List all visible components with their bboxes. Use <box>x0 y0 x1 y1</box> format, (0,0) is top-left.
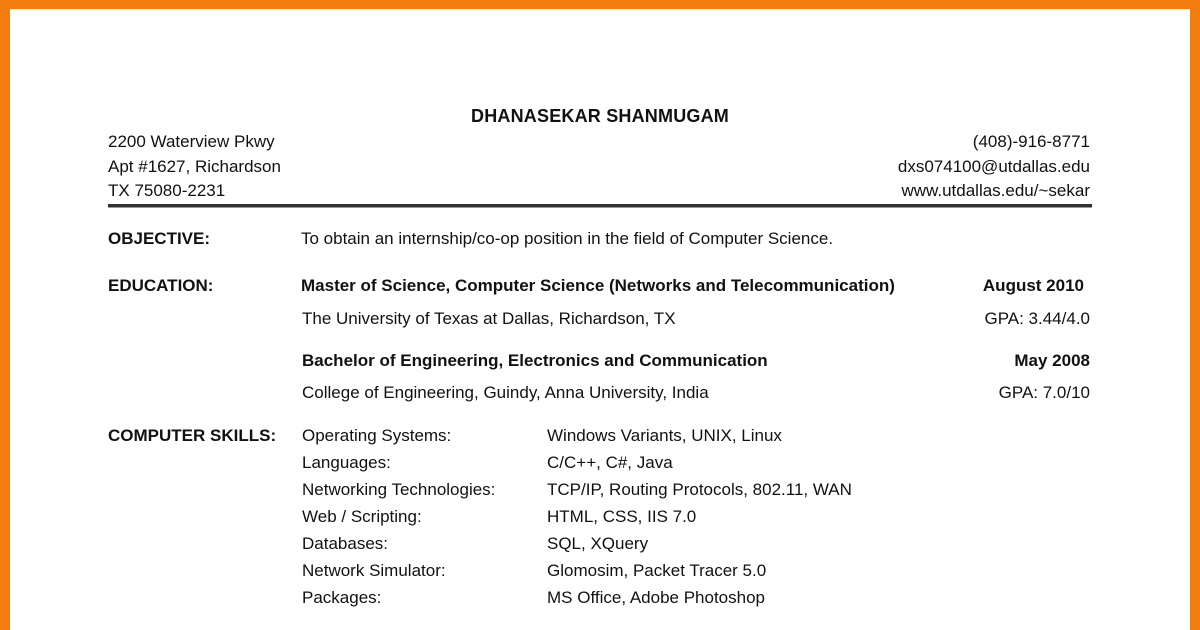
skill-category: Operating Systems: <box>302 426 452 445</box>
resume-name: DHANASEKAR SHANMUGAM <box>471 106 729 126</box>
email-address: dxs074100@utdallas.edu <box>897 156 1090 176</box>
skill-row <box>302 584 852 611</box>
school-name: College of Engineering, Guindy, Anna University, India <box>302 383 709 402</box>
degree-date: May 2008 <box>1014 351 1090 370</box>
address-line: Apt #1627, Richardson <box>108 156 281 176</box>
phone-number: (408)-916-8771 <box>972 132 1090 151</box>
degree-date: August 2010 <box>982 276 1084 295</box>
skill-value: Glomosim, Packet Tracer 5.0 <box>547 561 767 580</box>
skill-value: MS Office, Adobe Photoshop <box>547 588 765 607</box>
skills-label: COMPUTER SKILLS: <box>108 426 277 445</box>
skill-row <box>302 449 852 476</box>
skills-table <box>302 422 852 611</box>
gpa-value: GPA: 7.0/10 <box>998 383 1090 402</box>
skill-value: Windows Variants, UNIX, Linux <box>547 426 782 445</box>
gpa-value: GPA: 3.44/4.0 <box>984 309 1090 328</box>
skill-category: Packages: <box>302 588 382 607</box>
objective-label: OBJECTIVE: <box>108 229 211 248</box>
skill-row <box>302 476 852 503</box>
skill-row <box>302 422 852 449</box>
skill-value: C/C++, C#, Java <box>547 453 673 472</box>
skill-value: HTML, CSS, IIS 7.0 <box>547 507 697 526</box>
degree-title: Bachelor of Engineering, Electronics and Communication <box>302 351 768 370</box>
skill-value: SQL, XQuery <box>547 534 649 553</box>
skill-row <box>302 503 852 530</box>
address-block <box>108 130 281 204</box>
skill-category: Languages: <box>302 453 391 472</box>
address-line: 2200 Waterview Pkwy <box>108 132 275 151</box>
objective-text: To obtain an internship/co-op position in the field of Computer Science. <box>301 229 834 248</box>
skill-category: Web / Scripting: <box>302 507 422 526</box>
header-divider <box>108 204 1092 208</box>
education-label: EDUCATION: <box>108 276 214 295</box>
skill-row <box>302 530 852 557</box>
skill-category: Network Simulator: <box>302 561 446 580</box>
skill-category: Networking Technologies: <box>302 480 496 499</box>
address-line: TX 75080-2231 <box>108 181 226 200</box>
resume-page <box>10 9 1190 630</box>
degree-title: Master of Science, Computer Science (Networks and Telecommunication) <box>301 276 895 295</box>
skill-category: Databases: <box>302 534 388 553</box>
contact-block <box>898 130 1090 204</box>
school-name: The University of Texas at Dallas, Richardson, TX <box>302 309 676 328</box>
website-url: www.utdallas.edu/~sekar <box>901 181 1090 200</box>
skill-row <box>302 557 852 584</box>
skill-value: TCP/IP, Routing Protocols, 802.11, WAN <box>547 480 852 499</box>
